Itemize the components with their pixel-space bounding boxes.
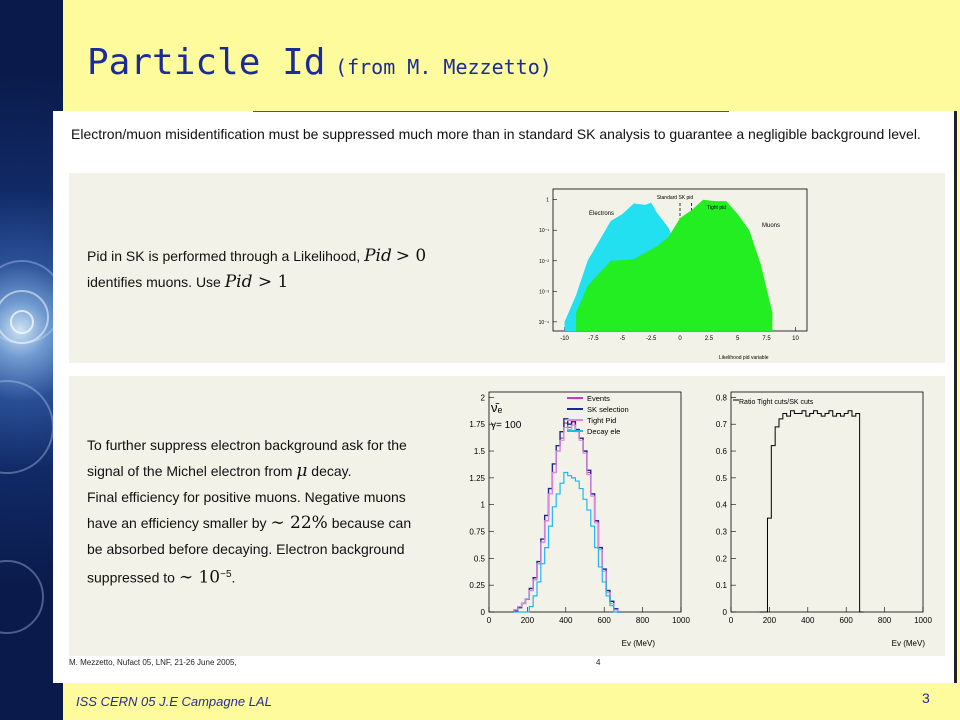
spectrum-legend-label: Events [587, 394, 610, 403]
panel2-line2b: decay. [311, 463, 352, 479]
ratio-line [760, 411, 864, 612]
likelihood-ytick-label: 1 [546, 197, 549, 204]
page-title [87, 42, 552, 83]
panel2-line6b: . [231, 569, 236, 586]
likelihood-ytick-label: 10⁻³ [539, 289, 549, 296]
likelihood-xlabel: Likelihood pid variable [719, 355, 769, 361]
spectrum-ytick-label: 0.5 [473, 554, 485, 564]
likelihood-series [565, 200, 773, 331]
ratio-axes [716, 392, 933, 625]
panel1-line2 [87, 269, 426, 295]
panel2-line6-sup: −5 [220, 569, 232, 580]
ratio-ytick-label: 0.5 [715, 473, 727, 483]
title-main: Particle Id [87, 42, 326, 83]
tight-pid-label: Tight pid [707, 205, 726, 211]
spectrum-xtick-label: 200 [520, 616, 535, 625]
panel2-line3: Final efficiency for positive muons. Negative muons [87, 489, 406, 505]
energy-spectrum-plot [455, 384, 695, 650]
likelihood-xtick-label: -7.5 [588, 336, 599, 342]
spectrum-legend-label: Decay ele [587, 427, 621, 436]
ratio-xtick-label: 1000 [914, 616, 932, 625]
likelihood-ytick-label: 10⁻² [539, 258, 549, 265]
standard-sk-pid-label: Standard SK pid [656, 195, 694, 201]
spectrum-ytick-label: 1.75 [469, 420, 485, 430]
ratio-ytick-label: 0.6 [715, 447, 727, 457]
panel2-line4b: because can [331, 515, 412, 531]
ratio-ytick-label: 0.4 [715, 500, 727, 510]
spectrum-xlabel: Ev (MeV) [621, 639, 655, 648]
panel2-line1: To further suppress electron background ask for the [87, 437, 407, 453]
ratio-ytick-label: 0.3 [715, 527, 727, 537]
panel2-line5: be absorbed before decaying. Electron background [87, 541, 405, 557]
ratio-ytick-label: 0 [722, 608, 727, 617]
spectrum-ytick-label: 0.25 [469, 581, 485, 591]
likelihood-xtick-label: -10 [560, 336, 569, 342]
panel2-mu: μ [296, 461, 308, 481]
spectrum-series [514, 419, 622, 612]
likelihood-panel [69, 173, 945, 363]
spectrum-xtick-label: 0 [486, 616, 492, 625]
spectrum-line-1 [514, 419, 622, 612]
panel1-math1-var: Pid [364, 246, 392, 266]
ratio-xtick-label: 200 [762, 616, 777, 625]
efficiency-panel [69, 376, 945, 656]
title-sub: (from M. Mezzetto) [335, 55, 552, 79]
likelihood-xtick-label: -2.5 [645, 336, 657, 342]
slide-page-number: 4 [596, 658, 601, 667]
panel2-line4-math: ∼ 22% [270, 513, 328, 533]
likelihood-ytick-label: 10⁻⁴ [538, 319, 549, 326]
likelihood-ytick-label: 10⁻¹ [539, 228, 549, 235]
panel2-line6a: suppressed to [87, 569, 175, 586]
panel1-line1 [87, 243, 426, 269]
likelihood-xtick-label: 0 [678, 336, 682, 342]
spectrum-ytick-label: 1.5 [473, 447, 485, 457]
page-number: 3 [922, 690, 930, 706]
ratio-xtick-label: 800 [877, 616, 892, 625]
ratio-frame [731, 392, 923, 612]
panel2-text [87, 432, 411, 591]
panel1-line1-text: Pid in SK is performed through a Likelihood, [87, 248, 361, 264]
likelihood-xtick-label: 10 [792, 336, 799, 342]
ratio-xtick-label: 600 [839, 616, 853, 625]
ratio-xtick-label: 0 [728, 616, 734, 625]
spectrum-ytick-label: 1.25 [469, 473, 485, 483]
panel1-text [87, 243, 426, 295]
gamma-label: γ= 100 [491, 420, 522, 431]
likelihood-xtick-label: 7.5 [762, 336, 771, 342]
spectrum-xtick-label: 600 [597, 616, 611, 625]
panel1-line2-text: identifies muons. Use [87, 274, 221, 290]
ratio-legend: Ratio Tight cuts/SK cuts [739, 399, 814, 406]
likelihood-xtick-label: 5 [736, 336, 740, 342]
nu-e-bar-label: ν̄ₑ [491, 400, 503, 415]
spectrum-ytick-label: 0.75 [469, 527, 485, 537]
panel2-line2 [87, 458, 411, 484]
ratio-xlabel: Ev (MeV) [891, 639, 925, 648]
panel2-line4 [87, 510, 411, 536]
embedded-slide [53, 111, 957, 683]
likelihood-xtick-label: -5 [619, 336, 625, 342]
ratio-ytick-label: 0.1 [715, 581, 727, 591]
footer-text: ISS CERN 05 J.E Campagne LAL [76, 694, 272, 709]
spectrum-ytick-label: 1 [480, 500, 485, 510]
spectrum-xtick-label: 400 [559, 616, 573, 625]
panel2-line2a: signal of the Michel electron from [87, 463, 293, 479]
panel2-line4a: have an efficiency smaller by [87, 515, 267, 531]
spectrum-line-0 [514, 422, 622, 612]
panel1-math2-var: Pid [224, 272, 253, 292]
slide-right-border [954, 111, 957, 683]
likelihood-plot [507, 179, 827, 361]
spectrum-xtick-label: 1000 [672, 616, 690, 625]
ratio-xtick-label: 400 [801, 616, 815, 625]
ratio-series [760, 411, 864, 612]
spectrum-xtick-label: 800 [635, 616, 650, 625]
spectrum-ytick-label: 0 [480, 608, 485, 617]
spectrum-legend-label: Tight Pid [587, 416, 617, 425]
panel1-math2-rest: > 1 [252, 272, 289, 292]
spectrum-line-2 [514, 425, 622, 612]
slide-citation: M. Mezzetto, Nufact 05, LNF, 21-26 June 2005, [69, 658, 237, 667]
ratio-ytick-label: 0.7 [715, 420, 727, 430]
likelihood-xtick-label: 2.5 [704, 336, 714, 342]
intro-text: Electron/muon misidentification must be suppressed much more than in standard SK analysis to guarantee a negligible background level. [71, 126, 921, 142]
muons-legend: Muons [762, 223, 781, 229]
spectrum-legend-label: SK selection [587, 405, 629, 414]
electrons-legend: Electrons [589, 211, 615, 217]
ratio-plot [693, 384, 933, 650]
spectrum-ytick-label: 2 [480, 393, 485, 403]
ratio-ytick-label: 0.8 [715, 393, 727, 403]
panel1-math1-rest: > 0 [395, 246, 427, 266]
panel2-line6-math: ∼ 10 [178, 567, 221, 588]
slide-top-line [253, 111, 729, 112]
panel2-line6 [87, 562, 411, 591]
ratio-ytick-label: 0.2 [715, 554, 727, 564]
